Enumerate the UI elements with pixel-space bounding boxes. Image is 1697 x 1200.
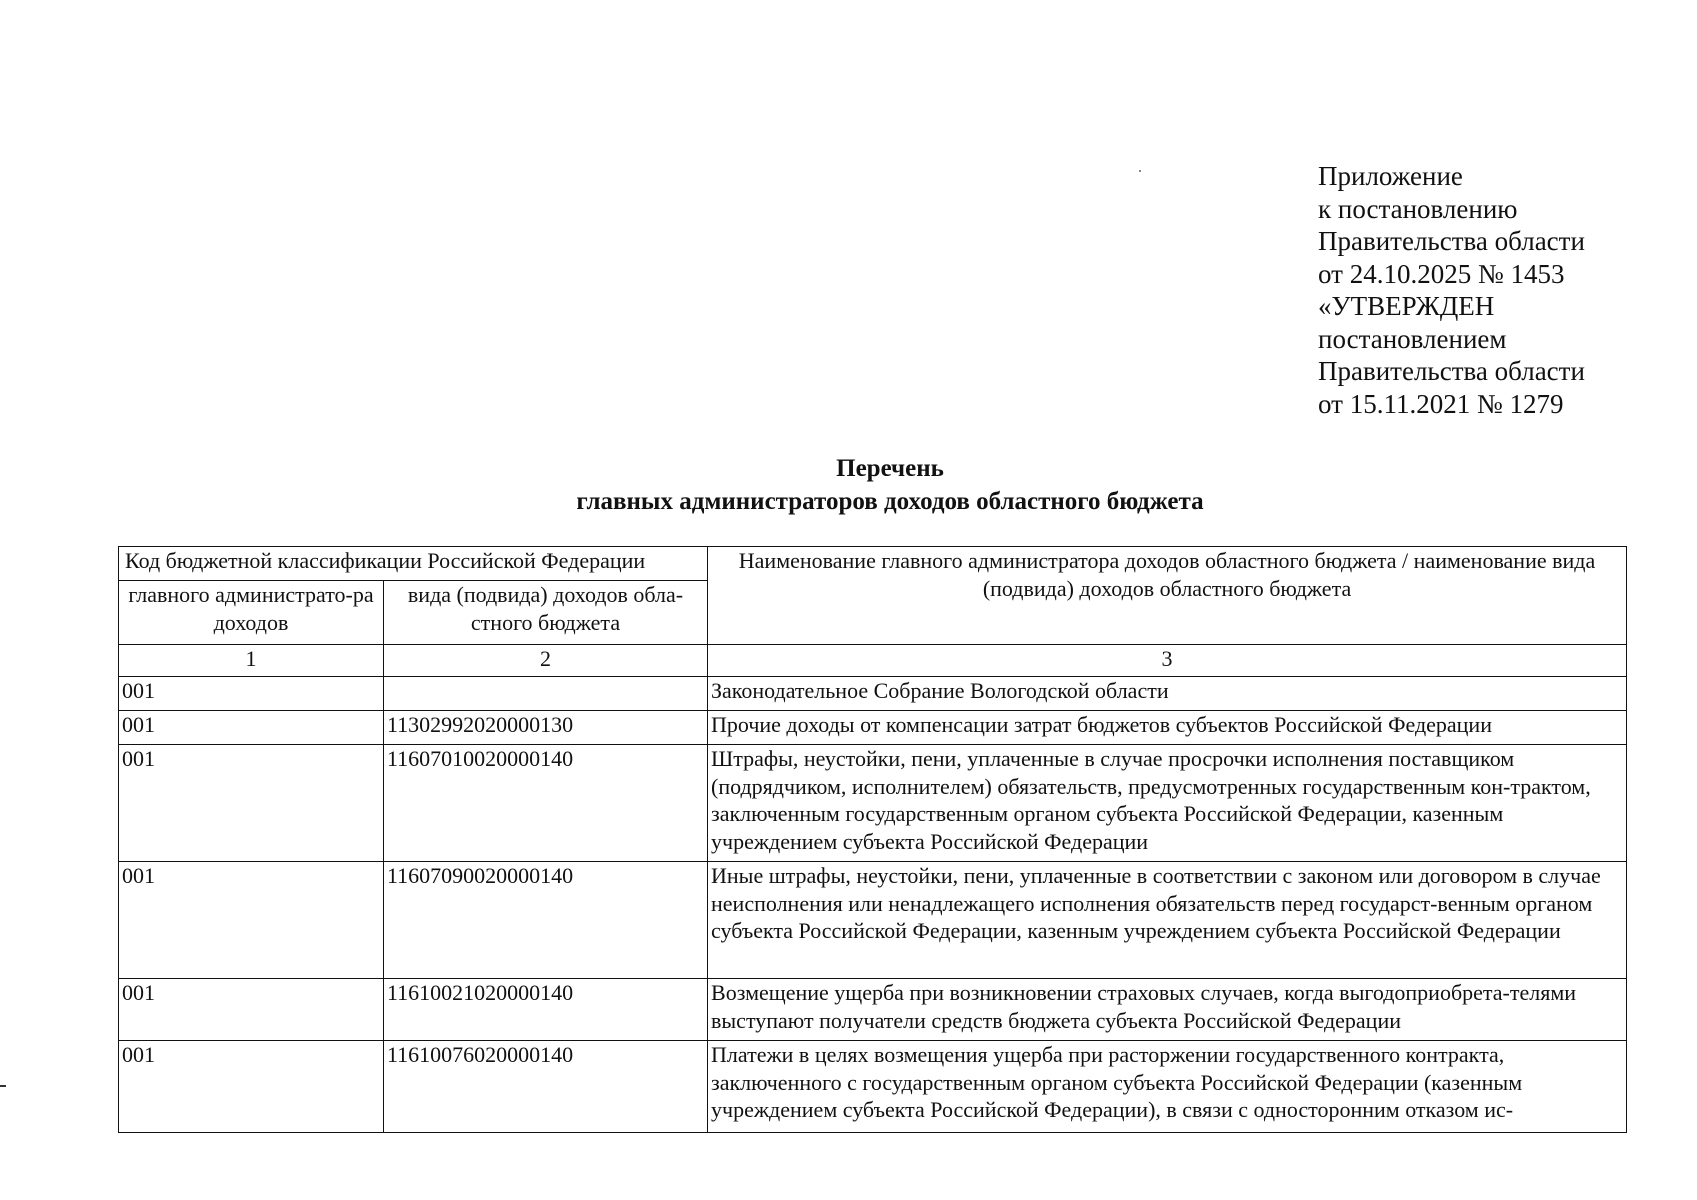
appendix-line: Правительства области xyxy=(1318,226,1585,256)
admin-code-cell: 001 xyxy=(119,677,384,711)
table-row xyxy=(119,1041,1627,1133)
title-line-2: главных администраторов доходов областного бюджета xyxy=(576,488,1204,515)
name-cell: Штрафы, неустойки, пени, уплаченные в случае просрочки исполнения поставщиком (подрядчиком, исполнителем) обязательств, предусмотренных государственным кон-трактом, заключенным государственным органом субъекта Российской Федерации, казенным учреждением субъекта Российской Федерации xyxy=(708,745,1627,862)
admin-code-cell: 001 xyxy=(119,1041,384,1133)
table-row xyxy=(119,745,1627,862)
table-row xyxy=(119,711,1627,745)
header-code-column: вида (подвида) доходов обла-стного бюджета xyxy=(384,581,708,645)
admin-code-cell: 001 xyxy=(119,979,384,1041)
column-number: 2 xyxy=(384,645,708,677)
income-code-cell: 11607090020000140 xyxy=(384,862,708,979)
admin-code-cell: 001 xyxy=(119,711,384,745)
table-row xyxy=(119,862,1627,979)
document-title xyxy=(0,452,1697,518)
table-row xyxy=(119,979,1627,1041)
admin-code-cell: 001 xyxy=(119,862,384,979)
title-line-1: Перечень xyxy=(836,455,944,482)
appendix-line: Правительства области xyxy=(1318,356,1585,386)
name-cell: Прочие доходы от компенсации затрат бюджетов субъектов Российской Федерации xyxy=(708,711,1627,745)
header-admin-column: главного администрато-ра доходов xyxy=(119,581,384,645)
income-code-cell xyxy=(384,677,708,711)
income-code-cell: 11610076020000140 xyxy=(384,1041,708,1133)
admin-code-cell: 001 xyxy=(119,745,384,862)
scan-speck xyxy=(1139,170,1141,172)
table-row xyxy=(119,677,1627,711)
income-code-cell: 11610021020000140 xyxy=(384,979,708,1041)
margin-mark xyxy=(0,1085,6,1087)
administrators-table xyxy=(118,546,1627,1133)
appendix-line: от 15.11.2021 № 1279 xyxy=(1318,388,1564,419)
name-cell: Возмещение ущерба при возникновении страховых случаев, когда выгодоприобрета-телями выступают получатели средств бюджета субъекта Российской Федерации xyxy=(708,979,1627,1041)
column-number: 3 xyxy=(708,645,1627,677)
name-cell: Иные штрафы, неустойки, пени, уплаченные в соответствии с законом или договором в случае неисполнения или ненадлежащего исполнения обязательств перед государст-венным органом субъекта Российской Федерации, казенным учреждением субъекта Российской Федерации xyxy=(708,862,1627,979)
appendix-line: к постановлению xyxy=(1318,193,1518,224)
name-cell: Платежи в целях возмещения ущерба при расторжении государственного контракта, заключенного с государственным органом субъекта Российской Федерации (казенным учреждением субъекта Российской Федерации), в связи с односторонним отказом ис- xyxy=(708,1041,1627,1133)
header-bcc-group: Код бюджетной классификации Российской Федерации xyxy=(119,547,708,581)
income-code-cell: 11607010020000140 xyxy=(384,745,708,862)
appendix-line: постановлением xyxy=(1318,323,1507,354)
income-code-cell: 11302992020000130 xyxy=(384,711,708,745)
appendix-line: «УТВЕРЖДЕН xyxy=(1318,291,1495,321)
appendix-block xyxy=(1318,160,1585,420)
column-numbers-row xyxy=(119,645,1627,677)
appendix-line: Приложение xyxy=(1318,161,1463,191)
name-cell: Законодательное Собрание Вологодской области xyxy=(708,677,1627,711)
header-name-column: Наименование главного администратора доходов областного бюджета / наименование вида (подвида) доходов областного бюджета xyxy=(708,547,1627,645)
column-number: 1 xyxy=(119,645,384,677)
appendix-line: от 24.10.2025 № 1453 xyxy=(1318,258,1565,289)
